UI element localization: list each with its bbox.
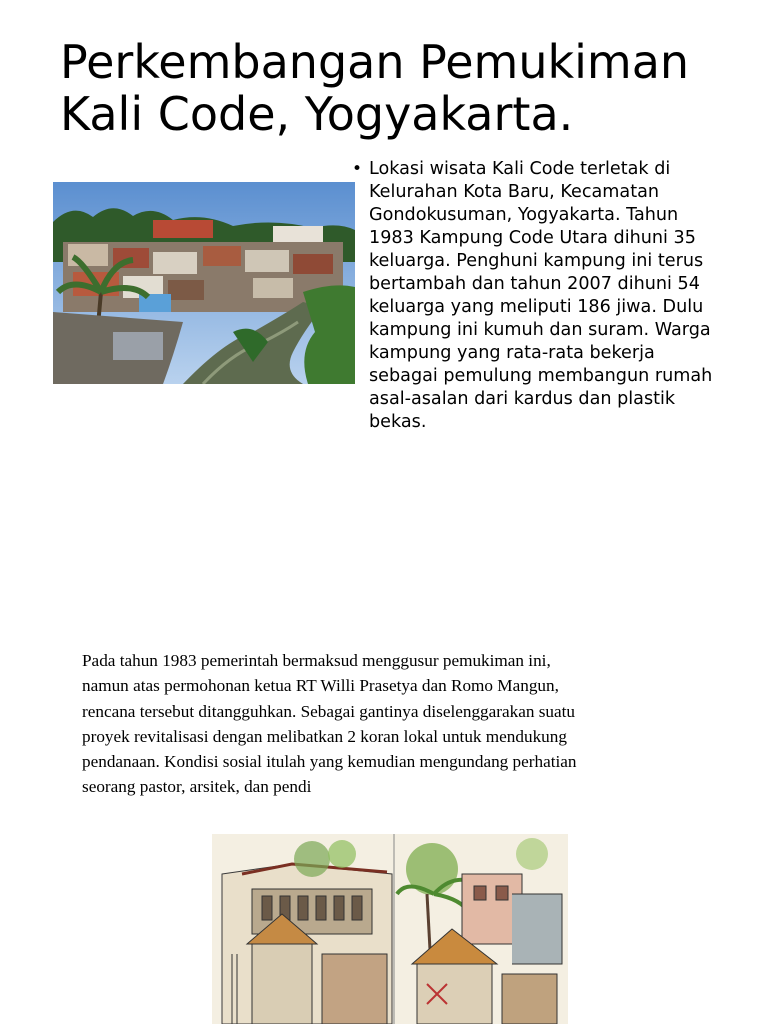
kampung-sketch-illustration <box>212 834 568 1024</box>
riverside-settlement-photo <box>53 182 355 384</box>
title-line-2: Kali Code, Yogyakarta. <box>60 87 574 141</box>
bullet-dot-icon: • <box>352 159 363 179</box>
title-line-1: Perkembangan Pemukiman <box>60 35 690 89</box>
bullet-item <box>352 158 724 434</box>
body-paragraph: Pada tahun 1983 pemerintah bermaksud menggusur pemukiman ini, namun atas permohonan ketua RT Willi Prasetya dan Romo Mangun, rencana tersebut ditangguhkan. Sebagai gantinya diselenggarakan suatu proyek revitalisasi dengan melibatkan 2 koran lokal untuk mendukung pendanaan. Kondisi sosial itulah yang kemudian mengundang perhatian seorang pastor, arsitek, dan pendi <box>82 651 577 797</box>
bullet-text: Lokasi wisata Kali Code terletak di Kelurahan Kota Baru, Kecamatan Gondokusuman, Yogyakarta. Tahun 1983 Kampung Code Utara dihuni 35 keluarga. Penghuni kampung ini terus bertambah dan tahun 2007 dihuni 54 keluarga yang meliputi 186 jiwa. Dulu kampung ini kumuh dan suram. Warga kampung yang rata-rata bekerja sebagai pemulung membangun rumah asal-asalan dari kardus dan plastik bekas. <box>369 159 713 432</box>
slide-title <box>60 36 740 140</box>
